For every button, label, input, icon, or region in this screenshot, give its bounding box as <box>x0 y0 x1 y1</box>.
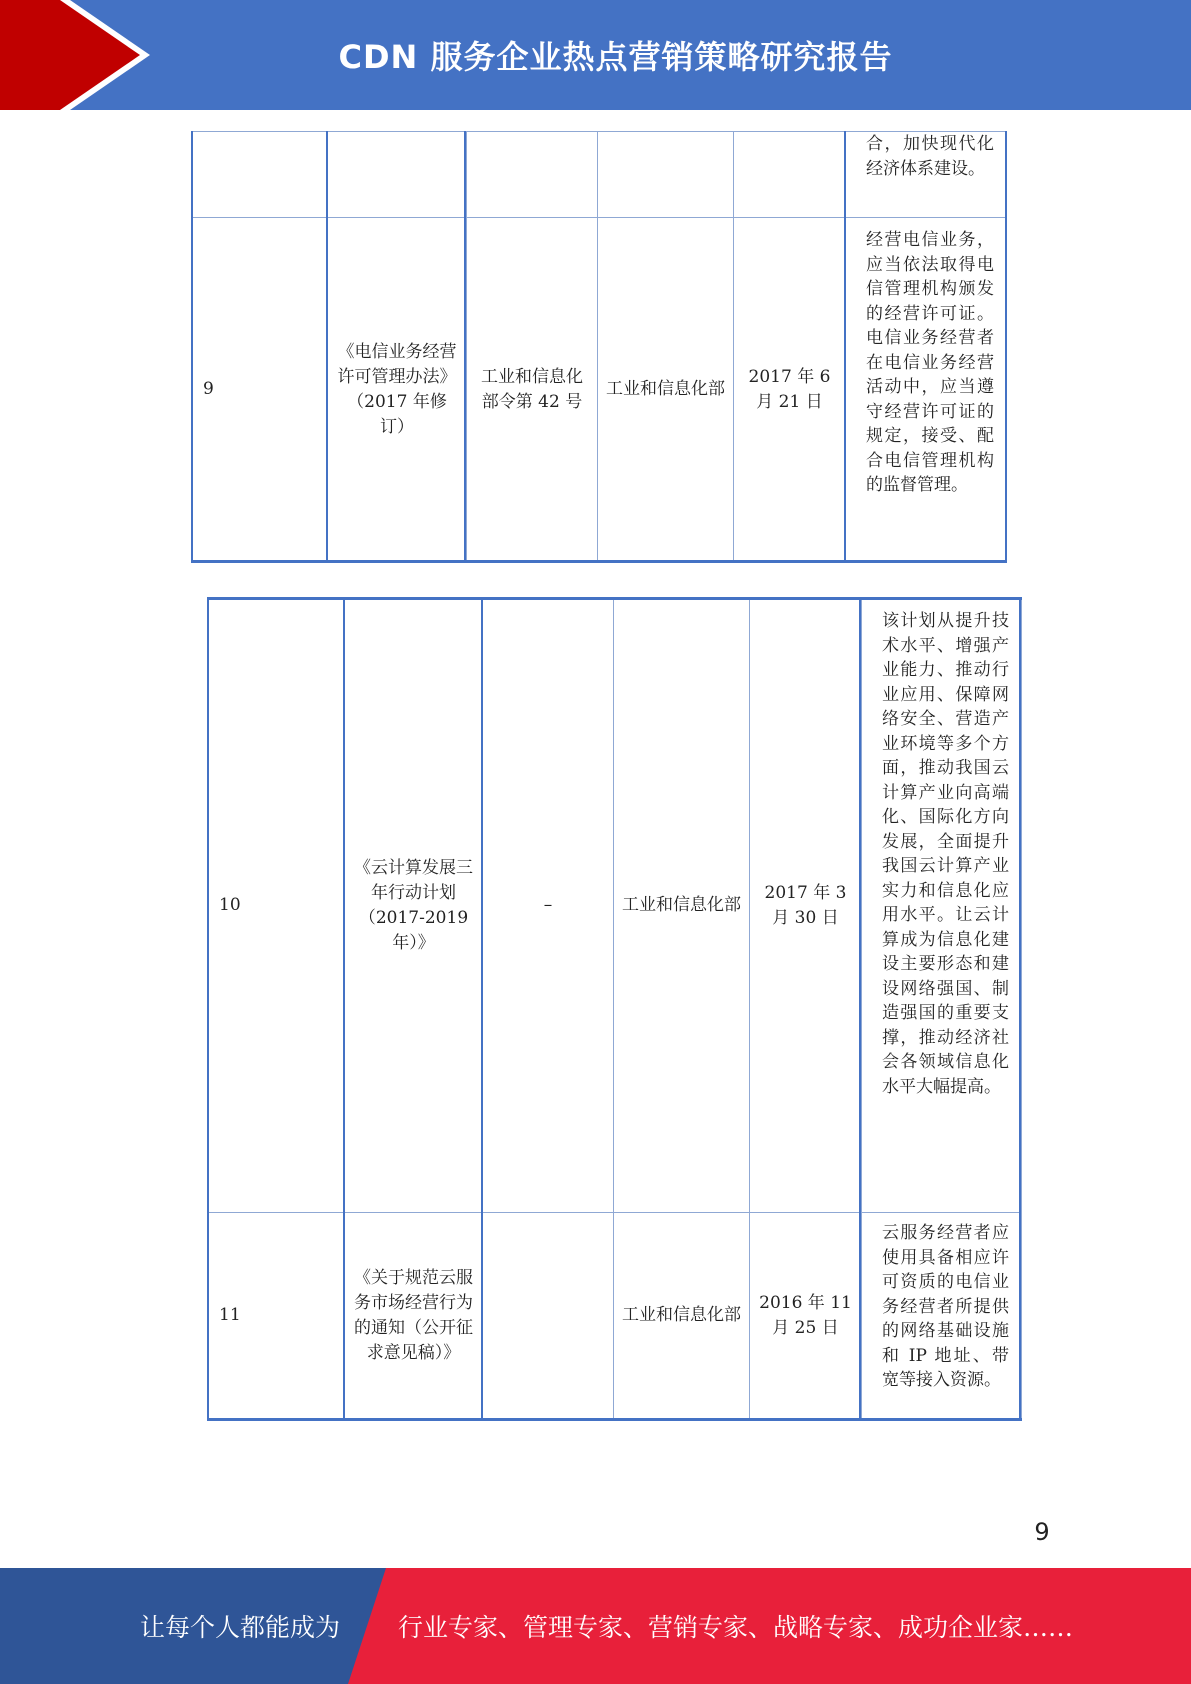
issuing-authority: 工业和信息化部 <box>614 1213 750 1419</box>
issue-date: 2017 年 6 月 21 日 <box>734 218 846 562</box>
document-number <box>483 1213 614 1419</box>
policy-name: 《关于规范云服务市场经营行为的通知（公开征求意见稿）》 <box>345 1213 483 1419</box>
table-row <box>209 599 1022 1213</box>
row-number <box>193 132 328 218</box>
table-row <box>209 1213 1022 1419</box>
table2-rule <box>1019 597 1021 1421</box>
row-number: 9 <box>193 218 328 562</box>
table2-rule <box>207 1418 1022 1421</box>
policy-content: 云服务经营者应使用具备相应许可资质的电信业务经营者所提供的网络基础设施和 IP 地址、带宽等接入资源。 <box>862 1213 1022 1419</box>
policy-table-2 <box>208 598 1022 1419</box>
row-number: 10 <box>209 599 345 1213</box>
table2-rule <box>207 597 1022 600</box>
page-footer <box>0 1568 1191 1684</box>
table2-rule <box>481 597 483 1421</box>
policy-content: 经营电信业务，应当依法取得电信管理机构颁发的经营许可证。电信业务经营者在电信业务经营活动中，应当遵守经营许可证的规定，接受、配合电信管理机构的监督管理。 <box>846 218 1007 562</box>
issuing-authority: 工业和信息化部 <box>598 218 734 562</box>
table1-rule <box>326 131 328 563</box>
row-number: 11 <box>209 1213 345 1419</box>
table2-rule <box>207 597 209 1421</box>
page-number: 9 <box>1034 1518 1050 1546</box>
policy-table-1 <box>192 131 1007 562</box>
table1-rule <box>191 560 1007 563</box>
issue-date: 2017 年 3 月 30 日 <box>750 599 862 1213</box>
table1-rule <box>844 131 846 563</box>
table1-rule <box>1005 131 1007 563</box>
document-number: 工业和信息化部令第 42 号 <box>467 218 598 562</box>
policy-name: 《电信业务经营许可管理办法》（2017 年修订） <box>328 218 467 562</box>
policy-name: 《云计算发展三年行动计划（2017-2019 年）》 <box>345 599 483 1213</box>
footer-slogan-right: 行业专家、管理专家、营销专家、战略专家、成功企业家…… <box>398 1613 1074 1642</box>
table-row <box>193 132 1007 218</box>
issue-date: 2016 年 11 月 25 日 <box>750 1213 862 1419</box>
table2-rule <box>343 597 345 1421</box>
policy-name <box>328 132 467 218</box>
issue-date <box>734 132 846 218</box>
issuing-authority: 工业和信息化部 <box>614 599 750 1213</box>
table2-rule <box>859 597 861 1421</box>
document-number: – <box>483 599 614 1213</box>
policy-content: 该计划从提升技术水平、增强产业能力、推动行业应用、保障网络安全、营造产业环境等多个方面，推动我国云计算产业向高端化、国际化方向发展，全面提升我国云计算产业实力和信息化应用水平。让云计算成为信息化建设主要形态和建设网络强国、制造强国的重要支撑，推动经济社会各领域信息化水平大幅提高。 <box>862 599 1022 1213</box>
table-row <box>193 218 1007 562</box>
report-title: CDN 服务企业热点营销策略研究报告 <box>338 38 893 76</box>
page-header <box>0 0 1191 110</box>
footer-slogan-left: 让每个人都能成为 <box>140 1613 341 1642</box>
table1-rule <box>464 131 466 563</box>
issuing-authority <box>598 132 734 218</box>
policy-content: 合，加快现代化经济体系建设。 <box>846 132 1007 218</box>
document-number <box>467 132 598 218</box>
table1-rule <box>191 131 193 563</box>
